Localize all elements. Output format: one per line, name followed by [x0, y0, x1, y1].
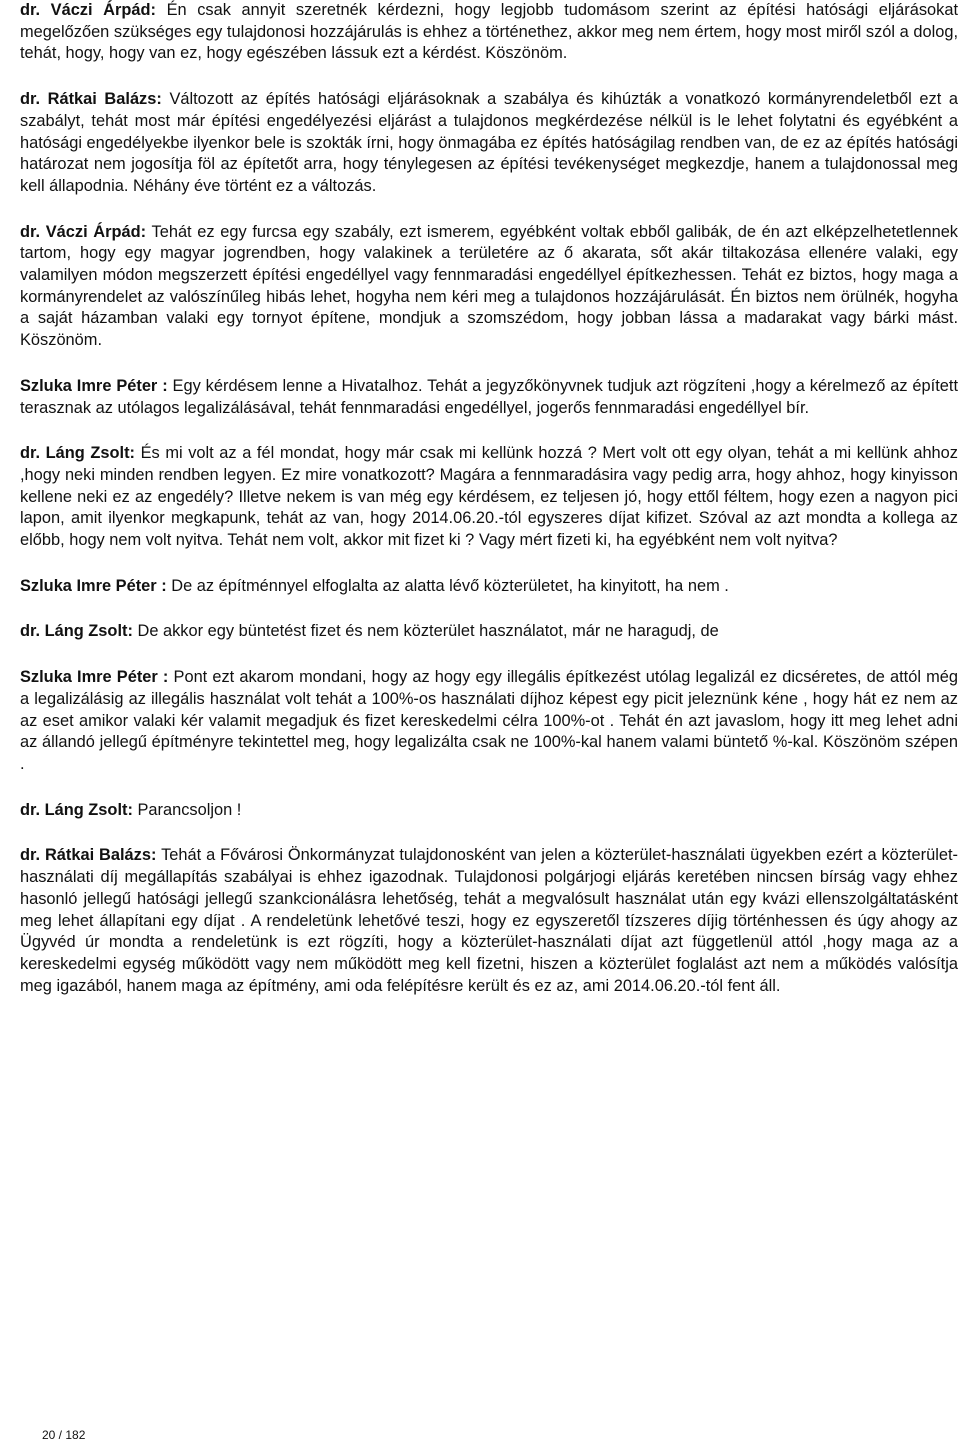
paragraph-text: De akkor egy büntetést fizet és nem közterület használatot, már ne haragudj, de [137, 622, 719, 641]
speaker-name: dr. Láng Zsolt: [20, 444, 135, 463]
speaker-name: dr. Láng Zsolt: [20, 622, 133, 641]
paragraph [20, 576, 958, 598]
paragraph [20, 667, 958, 776]
transcript-document [20, 0, 958, 1021]
paragraph-text: Egy kérdésem lenne a Hivatalhoz. Tehát a jegyzőkönyvnek tudjuk azt rögzíteni ,hogy a kérelmező az épített terasznak az utólagos legalizálásával, tehát fennmaradási engedéllyel, jogerős fennmaradási engedéllyel bír. [20, 376, 958, 417]
speaker-name: Szluka Imre Péter : [20, 668, 169, 687]
speaker-name: Szluka Imre Péter : [20, 576, 167, 595]
speaker-name: dr. Váczi Árpád: [20, 222, 147, 241]
speaker-name: dr. Láng Zsolt: [20, 800, 133, 819]
paragraph [20, 222, 958, 352]
paragraph [20, 89, 958, 198]
speaker-name: Szluka Imre Péter : [20, 376, 168, 395]
paragraph-text: Én csak annyit szeretnék kérdezni, hogy legjobb tudomásom szerint az építési hatósági eljárásokat megelőzően szükséges egy tulajdonosi hozzájárulás is ehhez a történethez, akkor meg nem értem, hogy most miről szól a dolog, tehát, hogy, hogy van ez, hogy egészében lássuk ezt a kérdést. Köszönöm. [20, 1, 958, 63]
paragraph-text: Pont ezt akarom mondani, hogy az hogy egy illegális építkezést utólag legalizál ez dicséretes, de attól még a legalizálásig az illegális használat volt tehát a 100%-os használati díjhoz képest egy picit jeleznünk kéne , hogy hát ez nem az az eset amikor valaki kér valamit megadjuk és fizet kereskedelmi célra 100%-ot . Tehát én azt javaslom, hogy itt meg lehet adni az állandó jellegű építményre tekintettel meg, hogy legalizálta csak ne 100%-kal hanem valami büntető %-kal. Köszönöm szépen . [20, 668, 958, 773]
paragraph [20, 845, 958, 997]
paragraph-text: Tehát a Fővárosi Önkormányzat tulajdonosként van jelen a közterület-használati ügyekben ezért a közterület-használati díj megállapítás szabályai is ehhez igazodnak. Tulajdonosi polgárjogi eljárás keretében nincsen bírság vagy ehhez hasonló jellegű hatósági jellegű szankcionálásra lehetőség, tehát a megvalósult használat után egy kvázi ellenszolgáltatásként meg lehet állapítani egy díjat . A rendeletünk lehetővé teszi, hogy ez egyszeretől tízszeres díjig történhessen és úgy ahogy az Ügyvéd úr mondta a rendeletünk is ezt rögzíti, hogy a közterület-használati díjat azt függetlenül attól ,hogy maga az a kereskedelmi egység működött vagy nem működött meg kell fizetni, hiszen a közterület foglalást azt nem a működés valósítja meg igazából, hanem maga az építmény, ami oda felépítésre került és ez az, ami 2014.06.20.-tól fent áll. [20, 846, 958, 995]
page-number: 20 / 182 [42, 1428, 86, 1442]
paragraph [20, 0, 958, 65]
paragraph-text: És mi volt az a fél mondat, hogy már csak mi kellünk hozzá ? Mert volt ott egy olyan, tehát a mi kellünk ahhoz ,hogy neki minden rendben legyen. Ez mire vonatkozott? Magára a fennmaradásira vagy pedig arra, hogy ahhoz, hogy kinyisson kellene neki ez az engedély? Illetve nekem is van még egy kérdésem, ez teljesen jó, hogy ettől féltem, hogy ezen a nagyon pici lapon, amit ilyenkor megkapunk, tehát az van, hogy 2014.06.20.-tól egyszeres díjat kifizet. Szóval az azt mondta a kollega az előbb, hogy nem volt nyitva. Tehát nem volt, akkor mit fizet ki ? Vagy mért fizeti ki, ha egyébként nem volt nyitva? [20, 444, 958, 550]
paragraph-text: De az építménnyel elfoglalta az alatta lévő közterületet, ha kinyitott, ha nem . [171, 576, 729, 595]
speaker-name: dr. Rátkai Balázs: [20, 90, 162, 109]
speaker-name: dr. Rátkai Balázs: [20, 846, 157, 865]
paragraph [20, 376, 958, 419]
paragraph [20, 443, 958, 552]
paragraph [20, 621, 958, 643]
paragraph-text: Parancsoljon ! [137, 800, 242, 819]
paragraph [20, 800, 958, 822]
speaker-name: dr. Váczi Árpád: [20, 1, 156, 19]
paragraph-text: Változott az építés hatósági eljárásoknak a szabálya és kihúzták a vonatkozó kormányrendeletből ezt a szabályt, tehát most már építési engedélyezési eljárást a tulajdonos megkérdezése nélkül is le lehet folytatni és egyébként a hatósági engedélyekbe ilyenkor bele is szokták írni, hogy önmagába ez építés hatóságilag rendben van, de ez az építés hatósági határozat nem jogosítja föl az építetőt arra, hogy ténylegesen az építési tevékenységet megkezdje, hanem a tulajdonossal meg kell állapodnia. Néhány éve történt ez a változás. [20, 90, 958, 195]
paragraph-text: Tehát ez egy furcsa egy szabály, ezt ismerem, egyébként voltak ebből galibák, de én azt elképzelhetetlennek tartom, hogy egy magyar jogrendben, hogy valakinek a területére az ő akarata, sőt akár tiltakozása ellenére valaki, egy valamilyen módon megszerzett építési engedéllyel vagy fennmaradási engedéllyel építkezhessen. Tehát ez biztos, hogy maga a kormányrendelet az valószínűleg hibás lehet, hogyha nem kéri meg a tulajdonos hozzájárulását. Én biztos nem örülnék, hogyha a saját házamban valaki egy tornyot építene, mondjuk a szomszédom, hogy jobban lássa a madarakat vagy bárki mást. Köszönöm. [20, 222, 959, 350]
